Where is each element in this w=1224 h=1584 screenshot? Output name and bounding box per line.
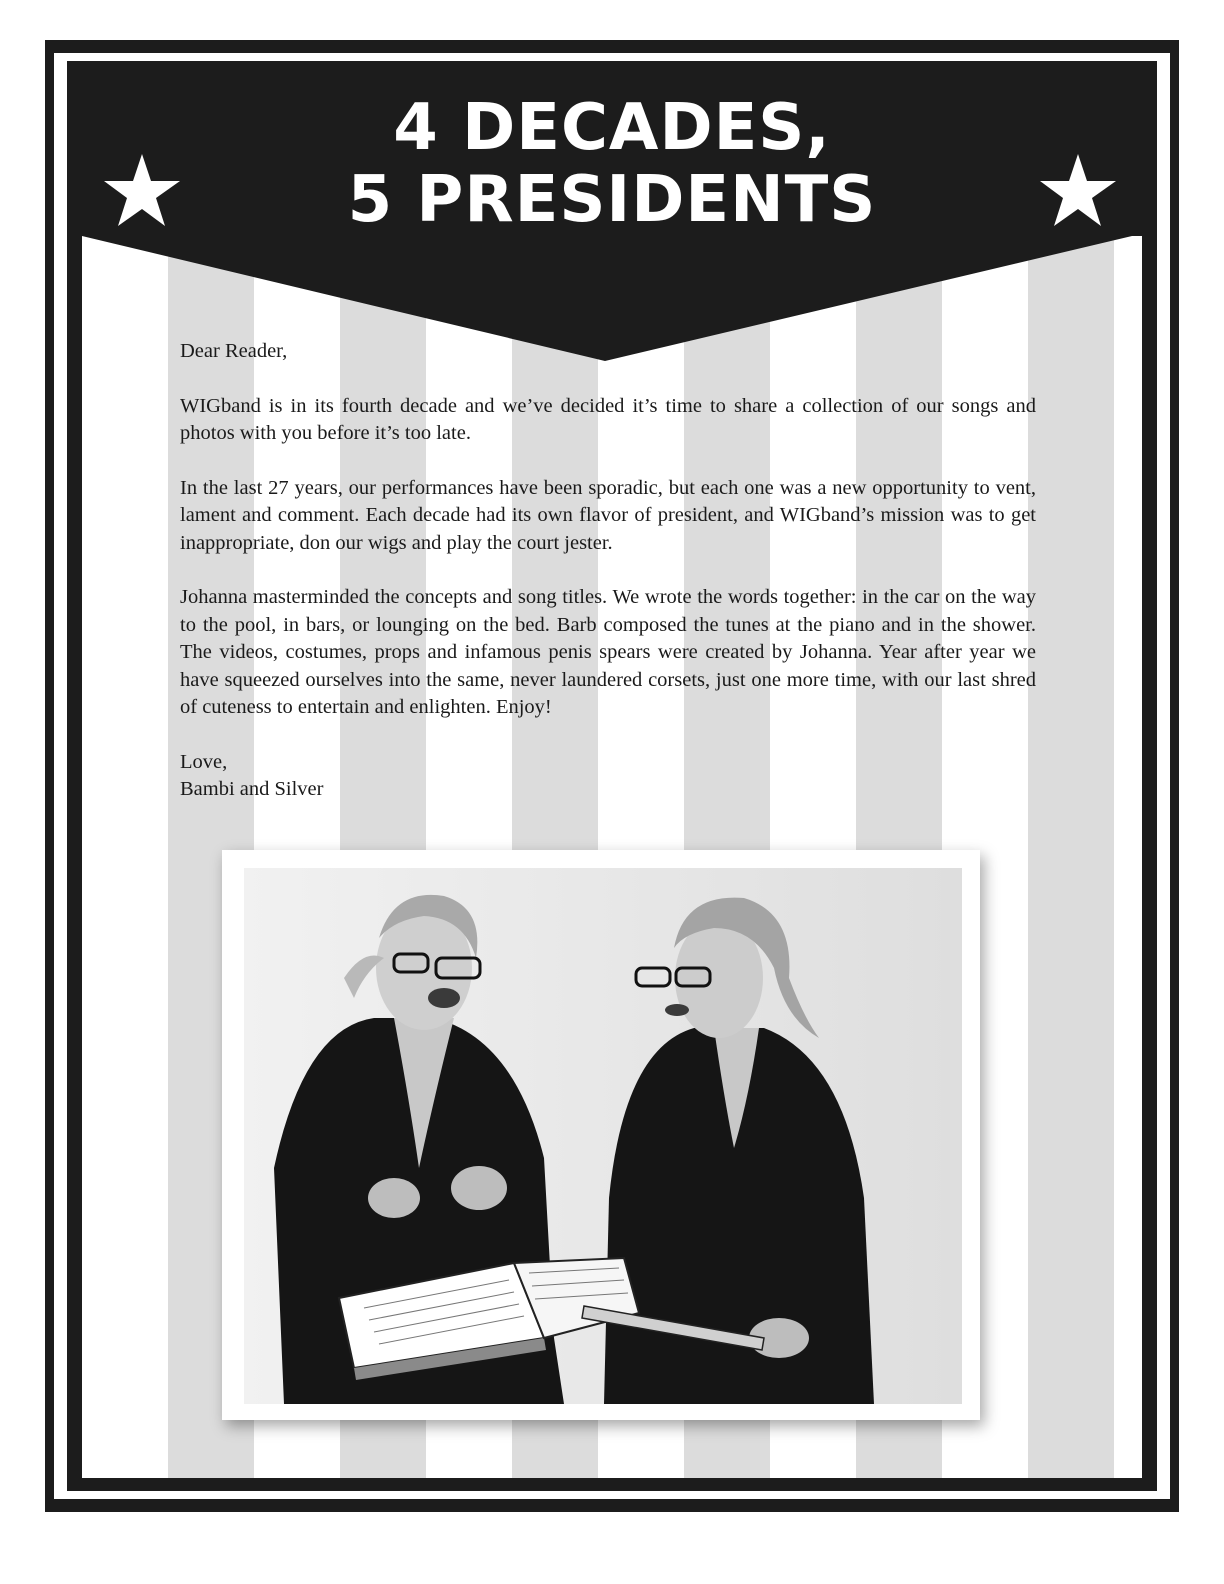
paragraph-intro: WIGband is in its fourth decade and we’ve decided it’s time to share a collection of our songs and photos with you before it’s too late. xyxy=(180,394,1036,444)
paragraph-process: Johanna masterminded the concepts and song titles. We wrote the words together: in the car on the way to the pool, in bars, or lounging on the bed. Barb composed the tunes at the piano and in the shower. The videos, costumes, props and infamous penis spears were created by Johanna. Year after year we have squeezed ourselves into the same, never laundered corsets, just one more time, with our last shred of cuteness to entertain and enlighten. Enjoy! xyxy=(180,586,1036,718)
signature: Bambi and Silver xyxy=(180,778,324,800)
salutation: Dear Reader, xyxy=(180,340,288,362)
photo-illustration xyxy=(244,868,962,1404)
band-photo xyxy=(244,868,962,1404)
paragraph-history: In the last 27 years, our performances have been sporadic, but each one was a new opportunity to vent, lament and comment. Each decade had its own flavor of president, and WIGband’s mission was to get inappropriate, don our wigs and play the court jester. xyxy=(180,476,1036,554)
photo-frame xyxy=(222,850,980,1420)
page-title: 4 DECADES, 5 PRESIDENTS xyxy=(347,91,877,237)
letter-body xyxy=(180,338,1036,804)
closing: Love, xyxy=(180,750,228,773)
